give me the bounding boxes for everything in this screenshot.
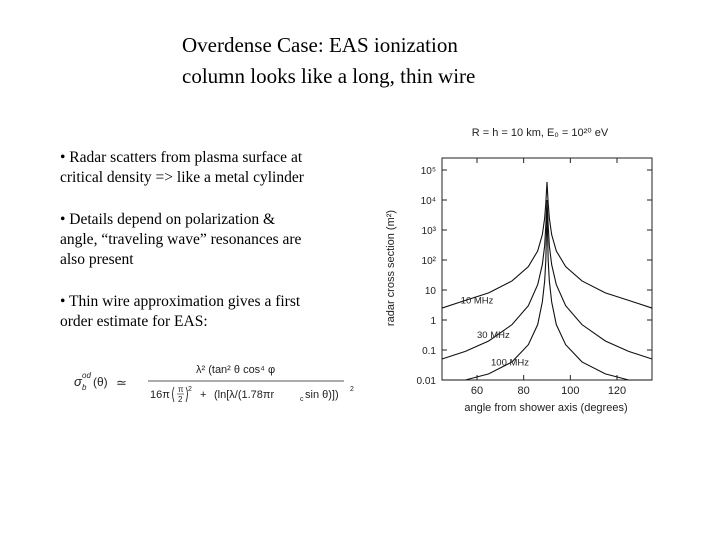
formula-sigma: σ [74, 374, 82, 389]
y-tick-label: 10⁵ [420, 166, 436, 177]
thin-wire-formula [74, 360, 364, 408]
title-line-2: column looks like a long, thin wire [182, 64, 476, 88]
formula-left-paren [173, 387, 175, 402]
formula-two: 2 [178, 395, 183, 404]
y-tick-label: 0.01 [416, 376, 436, 387]
series-lines [442, 182, 652, 380]
chart-title: R = h = 10 km, E₀ = 10²⁰ eV [471, 127, 609, 139]
y-tick-label: 10 [424, 286, 436, 297]
radar-cross-section-chart [380, 118, 670, 420]
formula-plus: + [200, 389, 207, 401]
formula-arg: (θ) [93, 375, 108, 389]
series-line-2 [442, 209, 652, 380]
y-tick-label: 10³ [421, 226, 436, 237]
x-tick-label: 120 [607, 385, 627, 397]
title-line-1: Overdense Case: EAS ionization [182, 33, 458, 57]
formula-log-end: sin θ)]) [305, 389, 339, 401]
formula-log-sub: c [300, 396, 304, 403]
formula-numerator: λ² (tan² θ cos⁴ φ [196, 364, 276, 376]
formula-pi: π [178, 385, 184, 394]
x-tick-label: 80 [517, 385, 530, 397]
formula-den-left: 16π [150, 389, 170, 401]
bullet-thin-wire: • Thin wire approximation gives a first order estimate for EAS: [60, 293, 301, 330]
series-label: 30 MHz [477, 330, 510, 342]
slide-title [182, 30, 602, 92]
formula-log: (ln[λ/(1.78πr [214, 389, 275, 401]
y-tick-label: 10⁴ [420, 196, 436, 207]
y-axis-label: radar cross section (m²) [385, 209, 397, 327]
bullet-polarization: • Details depend on polarization & angle, “traveling wave” resonances are also present [60, 211, 302, 268]
y-tick-label: 1 [430, 316, 436, 327]
formula-paren-exp: 2 [188, 386, 192, 393]
series-label: 100 MHz [491, 357, 530, 369]
y-tick-label: 10² [421, 256, 436, 267]
x-axis-label: angle from shower axis (degrees) [464, 402, 628, 414]
formula-den-exp: 2 [350, 386, 354, 393]
formula-approx: ≃ [116, 375, 127, 390]
y-axis-ticks [417, 166, 652, 387]
x-tick-label: 100 [561, 385, 580, 397]
series-label: 10 MHz [460, 295, 494, 307]
x-tick-label: 60 [470, 385, 484, 397]
formula-sub: b [82, 383, 87, 392]
y-tick-label: 0.1 [422, 346, 436, 357]
series-labels [461, 296, 530, 369]
formula-sup: od [82, 371, 91, 380]
bullet-list [60, 148, 360, 354]
bullet-radar-scatter: • Radar scatters from plasma surface at critical density => like a metal cylinder [60, 149, 304, 186]
